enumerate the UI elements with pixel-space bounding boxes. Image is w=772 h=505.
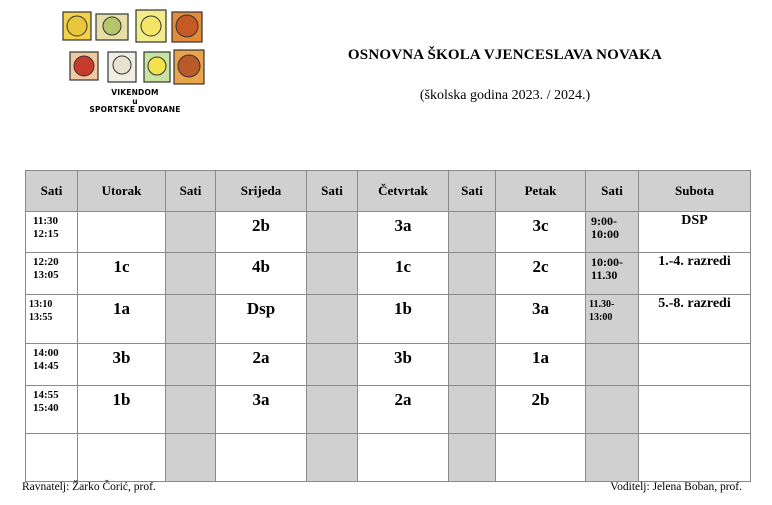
empty-sati-cell xyxy=(449,212,496,253)
header-cell: Sati xyxy=(166,171,216,212)
time-cell xyxy=(26,212,78,253)
time-end: 12:15 xyxy=(33,228,59,240)
class-cell: 2a xyxy=(358,386,449,434)
cartoon-balls-logo-icon xyxy=(60,8,210,92)
class-cell: 1c xyxy=(358,253,449,295)
school-title: OSNOVNA ŠKOLA VJENCESLAVA NOVAKA xyxy=(347,47,663,63)
saturday-cell: DSP xyxy=(639,212,751,253)
empty-sati-cell xyxy=(586,434,639,482)
logo-line2: u xyxy=(132,97,138,106)
logo-line1: VIKENDOM xyxy=(111,88,159,97)
header-row xyxy=(26,171,751,212)
time-end: 13:55 xyxy=(29,312,53,323)
header-cell: Sati xyxy=(26,171,78,212)
class-cell: 3a xyxy=(216,386,307,434)
empty-cell xyxy=(358,434,449,482)
footer-principal: Ravnatelj: Žarko Čorić, prof. xyxy=(22,481,156,493)
empty-cell xyxy=(496,434,586,482)
header-cell: Subota xyxy=(639,171,751,212)
class-cell: 3a xyxy=(496,295,586,344)
time-start: 12:20 xyxy=(33,256,59,268)
time-start: 13:10 xyxy=(29,299,53,310)
time-cell xyxy=(26,386,78,434)
empty-sati-cell xyxy=(307,295,358,344)
class-cell: 1a xyxy=(496,344,586,386)
time-start: 14:55 xyxy=(33,389,59,401)
saturday-cell: 1.-4. razredi xyxy=(639,253,751,295)
empty-sati-cell xyxy=(166,344,216,386)
empty-sati-cell xyxy=(586,386,639,434)
class-cell: 2a xyxy=(216,344,307,386)
empty-sati-cell xyxy=(166,386,216,434)
time-end: 10:00 xyxy=(591,227,619,241)
class-cell: 2b xyxy=(496,386,586,434)
time-cell xyxy=(26,253,78,295)
table-row xyxy=(26,344,751,386)
header-cell: Sati xyxy=(307,171,358,212)
empty-cell xyxy=(78,434,166,482)
header-cell: Petak xyxy=(496,171,586,212)
time-end: 13:05 xyxy=(33,269,59,281)
empty-sati-cell xyxy=(449,386,496,434)
class-cell: 3a xyxy=(358,212,449,253)
saturday-time-cell xyxy=(586,295,639,344)
saturday-cell: 5.-8. razredi xyxy=(639,295,751,344)
saturday-cell xyxy=(639,386,751,434)
empty-sati-cell xyxy=(449,253,496,295)
empty-sati-cell xyxy=(166,253,216,295)
footer-coordinator: Voditelj: Jelena Boban, prof. xyxy=(610,481,742,493)
class-cell: 1b xyxy=(358,295,449,344)
saturday-cell xyxy=(639,344,751,386)
header-cell: Sati xyxy=(449,171,496,212)
empty-cell xyxy=(639,434,751,482)
time-end: 15:40 xyxy=(33,402,59,414)
empty-cell xyxy=(26,434,78,482)
class-cell: 4b xyxy=(216,253,307,295)
table-row xyxy=(26,386,751,434)
empty-sati-cell xyxy=(166,212,216,253)
schedule-table xyxy=(25,170,751,482)
class-cell: 2c xyxy=(496,253,586,295)
class-cell: 2b xyxy=(216,212,307,253)
empty-sati-cell xyxy=(449,295,496,344)
saturday-time-cell xyxy=(586,253,639,295)
empty-sati-cell xyxy=(307,253,358,295)
empty-sati-cell xyxy=(307,386,358,434)
class-cell: 1b xyxy=(78,386,166,434)
table-row xyxy=(26,212,751,253)
school-year: (školska godina 2023. / 2024.) xyxy=(419,88,591,103)
class-cell: 3b xyxy=(78,344,166,386)
class-cell: 3b xyxy=(358,344,449,386)
time-end: 13:00 xyxy=(589,312,613,323)
time-start: 9:00- xyxy=(591,214,617,228)
time-end: 11.30 xyxy=(591,268,618,282)
logo-line3: SPORTSKE DVORANE xyxy=(89,105,181,114)
time-start: 14:00 xyxy=(33,347,59,359)
empty-sati-cell xyxy=(166,295,216,344)
empty-sati-cell xyxy=(166,434,216,482)
time-end: 14:45 xyxy=(33,360,59,372)
class-cell: 1a xyxy=(78,295,166,344)
empty-sati-cell xyxy=(307,344,358,386)
time-cell xyxy=(26,295,78,344)
table-row xyxy=(26,434,751,482)
header-cell: Četvrtak xyxy=(358,171,449,212)
empty-sati-cell xyxy=(307,212,358,253)
time-start: 11.30- xyxy=(589,299,615,310)
class-cell: Dsp xyxy=(216,295,307,344)
time-start: 10:00- xyxy=(591,255,623,269)
empty-sati-cell xyxy=(449,344,496,386)
empty-cell xyxy=(216,434,307,482)
saturday-time-cell xyxy=(586,212,639,253)
empty-sati-cell xyxy=(449,434,496,482)
header-cell: Srijeda xyxy=(216,171,307,212)
empty-sati-cell xyxy=(307,434,358,482)
table-row xyxy=(26,253,751,295)
time-cell xyxy=(26,344,78,386)
class-cell: 1c xyxy=(78,253,166,295)
empty-sati-cell xyxy=(586,344,639,386)
logo xyxy=(60,8,210,114)
table-row xyxy=(26,295,751,344)
header-cell: Sati xyxy=(586,171,639,212)
header-cell: Utorak xyxy=(78,171,166,212)
time-start: 11:30 xyxy=(33,215,59,227)
class-cell: 3c xyxy=(496,212,586,253)
class-cell xyxy=(78,212,166,253)
